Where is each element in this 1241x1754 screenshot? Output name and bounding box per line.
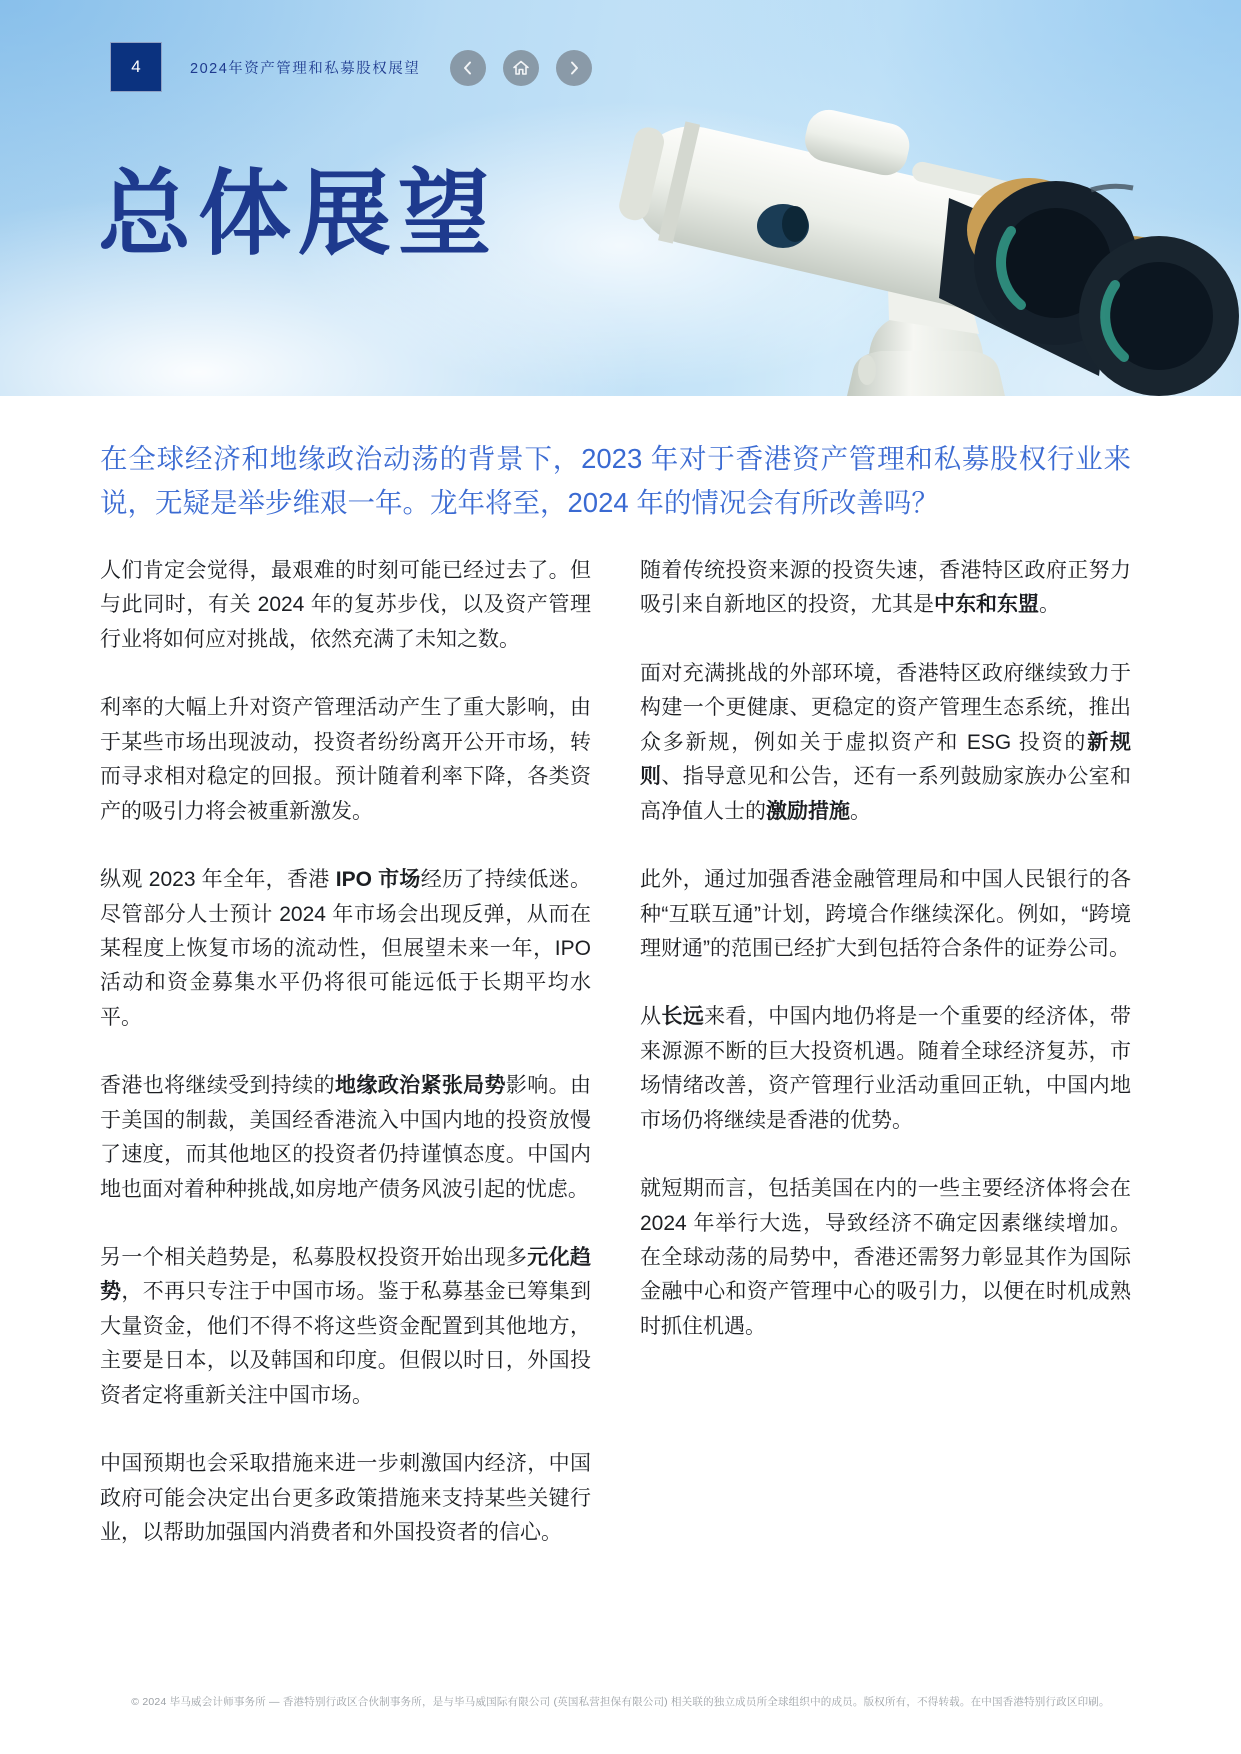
body-paragraph: 从长远来看，中国内地仍将是一个重要的经济体，带来源源不断的巨大投资机遇。随着全球经济复苏，市场情绪改善，资产管理行业活动重回正轨，中国内地市场仍将继续是香港的优势。 <box>640 1005 1132 1132</box>
body-paragraph: 随着传统投资来源的投资失速，香港特区政府正努力吸引来自新地区的投资，尤其是中东和东盟。 <box>640 559 1131 617</box>
chevron-right-icon <box>566 60 582 76</box>
telescope-photo <box>551 58 1241 396</box>
home-icon <box>512 59 530 77</box>
top-bar <box>100 42 1141 92</box>
body-paragraph: 此外，通过加强香港金融管理局和中国人民银行的各种“互联互通”计划，跨境合作继续深化。例如，“跨境理财通”的范围已经扩大到包括符合条件的证券公司。 <box>640 868 1131 960</box>
home-button[interactable] <box>503 50 539 86</box>
page-content <box>100 396 1131 1585</box>
left-column <box>100 554 591 1585</box>
forward-button[interactable] <box>556 50 592 86</box>
body-paragraph: 中国预期也会采取措施来进一步刺激国内经济，中国政府可能会决定出台更多政策措施来支持某些关键行业，以帮助加强国内消费者和外国投资者的信心。 <box>100 1452 591 1545</box>
body-paragraph: 纵观 2023 年全年，香港 IPO 市场经历了持续低迷。尽管部分人士预计 2024 年市场会出现反弹，从而在某程度上恢复市场的流动性，但展望未来一年，IPO 活动和资金募集水平仍将很可能远低于长期平均水平。 <box>100 868 591 1029</box>
page-title: 总体展望 <box>98 162 498 266</box>
right-column <box>640 554 1131 1585</box>
document-title: 2024年资产管理和私募股权展望 <box>190 60 421 77</box>
copyright-footer: © 2024 毕马威会计师事务所 — 香港特别行政区合伙制事务所，是与毕马威国际有限公司 (英国私营担保有限公司) 相关联的独立成员所全球组织中的成员。版权所有，不得转载。在中国香港特别行政区印刷。 <box>131 1696 1110 1708</box>
page-number-badge <box>110 42 162 92</box>
body-paragraph: 面对充满挑战的外部环境，香港特区政府继续致力于构建一个更健康、更稳定的资产管理生态系统，推出众多新规，例如关于虚拟资产和 ESG 投资的新规则、指导意见和公告，还有一系列鼓励家族办公室和高净值人士的激励措施。 <box>640 661 1132 823</box>
chevron-left-icon <box>460 60 476 76</box>
body-paragraph: 另一个相关趋势是，私募股权投资开始出现多元化趋势，不再只专注于中国市场。鉴于私募基金已筹集到大量资金，他们不得不将这些资金配置到其他地方，主要是日本，以及韩国和印度。但假以时日，外国投资者定将重新关注中国市场。 <box>100 1246 592 1407</box>
body-paragraph: 人们肯定会觉得，最艰难的时刻可能已经过去了。但与此同时，有关 2024 年的复苏步伐，以及资产管理行业将如何应对挑战，依然充满了未知之数。 <box>100 559 591 651</box>
body-paragraph: 香港也将继续受到持续的地缘政治紧张局势影响。由于美国的制裁，美国经香港流入中国内地的投资放慢了速度，而其他地区的投资者仍持谨慎态度。中国内地也面对着种种挑战,如房地产债务风波引起的忧虑。 <box>100 1074 592 1201</box>
intro-paragraph: 在全球经济和地缘政治动荡的背景下，2023 年对于香港资产管理和私募股权行业来说，无疑是举步维艰一年。龙年将至，2024 年的情况会有所改善吗？ <box>100 443 1131 518</box>
back-button[interactable] <box>450 50 486 86</box>
body-paragraph: 就短期而言，包括美国在内的一些主要经济体将会在 2024 年举行大选，导致经济不确定因素继续增加。在全球动荡的局势中，香港还需努力彰显其作为国际金融中心和资产管理中心的吸引力，以便在时机成熟时抓住机遇。 <box>640 1177 1131 1338</box>
two-column-body <box>100 554 1131 1585</box>
page-number: 4 <box>131 57 141 76</box>
page-navigation <box>450 50 592 86</box>
body-paragraph: 利率的大幅上升对资产管理活动产生了重大影响，由于某些市场出现波动，投资者纷纷离开公开市场，转而寻求相对稳定的回报。预计随着利率下降，各类资产的吸引力将会被重新激发。 <box>100 696 591 823</box>
hero-header <box>0 0 1241 396</box>
